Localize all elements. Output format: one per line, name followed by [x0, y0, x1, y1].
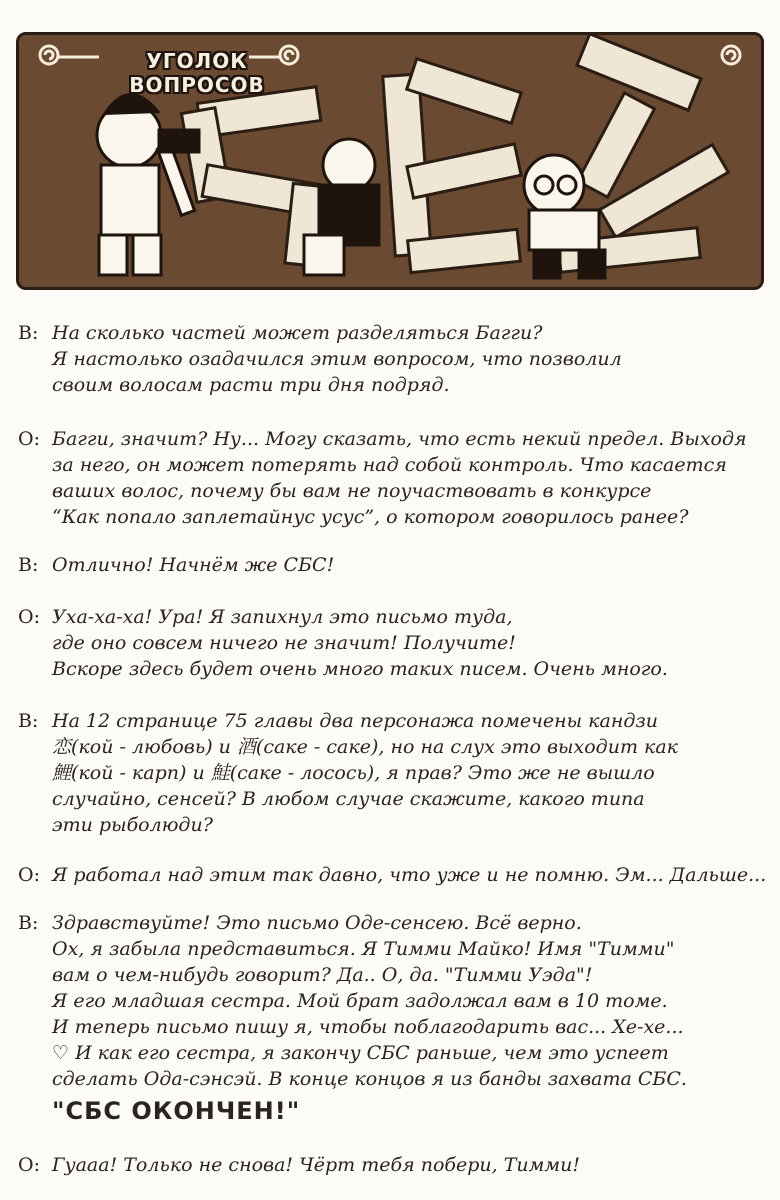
- entry-line: Здравствуйте! Это письмо Оде-сенсею. Всё верно.: [52, 912, 582, 934]
- qa-entry-8: [18, 1152, 770, 1178]
- entry-line: ваших волос, почему бы вам не поучаствовать в конкурсе: [52, 480, 652, 502]
- entry-line: где оно совсем ничего не значит! Получите!: [52, 632, 516, 654]
- qa-entry-4: [18, 604, 770, 682]
- entry-line: “Как попало заплетайнус усус”, о котором говорилось ранее?: [52, 506, 689, 528]
- plank-letter-b: [383, 59, 521, 273]
- entry-line: Я настолько озадачился этим вопросом, что позволил: [52, 348, 622, 370]
- qa-entry-5: [18, 708, 770, 838]
- entry-line: На сколько частей может разделяться Багги?: [52, 322, 543, 344]
- entry-line: своим волосам расти три дня подряд.: [52, 374, 450, 396]
- entry-tag: О:: [18, 606, 40, 628]
- entry-line: Ох, я забыла представиться. Я Тимми Майко! Имя "Тимми": [52, 938, 675, 960]
- sbs-header-banner: [16, 32, 764, 290]
- entry-tag: В:: [18, 322, 39, 344]
- entry-line: Багги, значит? Ну... Могу сказать, что есть некий предел. Выходя: [52, 428, 747, 450]
- entry-line: 恋(кой - любовь) и 酒(саке - саке), но на слух это выходит как: [52, 736, 679, 758]
- entry-tag: О:: [18, 864, 40, 886]
- entry-line: Отлично! Начнём же СБС!: [52, 554, 335, 576]
- entry-tag: В:: [18, 554, 39, 576]
- entry-line: Я работал над этим так давно, что уже и не помню. Эм... Дальше...: [52, 864, 767, 886]
- entry-line: И теперь письмо пишу я, чтобы поблагодарить вас... Хе-хе...: [52, 1016, 684, 1038]
- entry-line: Вскоре здесь будет очень много таких писем. Очень много.: [52, 658, 668, 680]
- entry-line: сделать Ода-сэнсэй. В конце концов я из банды захвата СБС.: [52, 1068, 687, 1090]
- entry-line: Гуааа! Только не снова! Чёрт тебя побери, Тимми!: [52, 1154, 581, 1176]
- qa-entry-6: [18, 862, 770, 888]
- entry-line: Я его младшая сестра. Мой брат задолжал вам в 10 томе.: [52, 990, 668, 1012]
- sbs-title-line-2: ВОПРОСОВ: [129, 73, 265, 97]
- qa-entry-1: [18, 320, 770, 398]
- sbs-ended-exclamation: "СБС ОКОНЧЕН!": [52, 1097, 301, 1125]
- qa-entry-7: [18, 910, 770, 1124]
- entry-tag: В:: [18, 912, 39, 934]
- entry-line: эти рыболюди?: [52, 814, 213, 836]
- entry-line: ♡ И как его сестра, я закончу СБС раньше, чем это успеет: [52, 1042, 669, 1064]
- sbs-title-line-1: УГОЛОК: [146, 49, 248, 73]
- sbs-title: [97, 49, 297, 109]
- entry-line: Уха-ха-ха! Ура! Я запихнул это письмо туда,: [52, 606, 513, 628]
- entry-tag: О:: [18, 1154, 40, 1176]
- entry-line: за него, он может потерять над собой контроль. Что касается: [52, 454, 727, 476]
- entry-line: 鯉(кой - карп) и 鮭(саке - лосось), я прав? Это же не вышло: [52, 762, 655, 784]
- left-swirl-ornament: [40, 46, 99, 64]
- entry-tag: В:: [18, 710, 39, 732]
- qa-entry-3: [18, 552, 770, 578]
- entry-tag: О:: [18, 428, 40, 450]
- far-right-swirl-ornament: [722, 46, 740, 64]
- entry-line: вам о чем-нибудь говорит? Да.. О, да. "Тимми Уэда"!: [52, 964, 593, 986]
- qa-entry-2: [18, 426, 770, 530]
- entry-line: случайно, сенсей? В любом случае скажите, какого типа: [52, 788, 645, 810]
- entry-line: На 12 странице 75 главы два персонажа помечены кандзи: [52, 710, 659, 732]
